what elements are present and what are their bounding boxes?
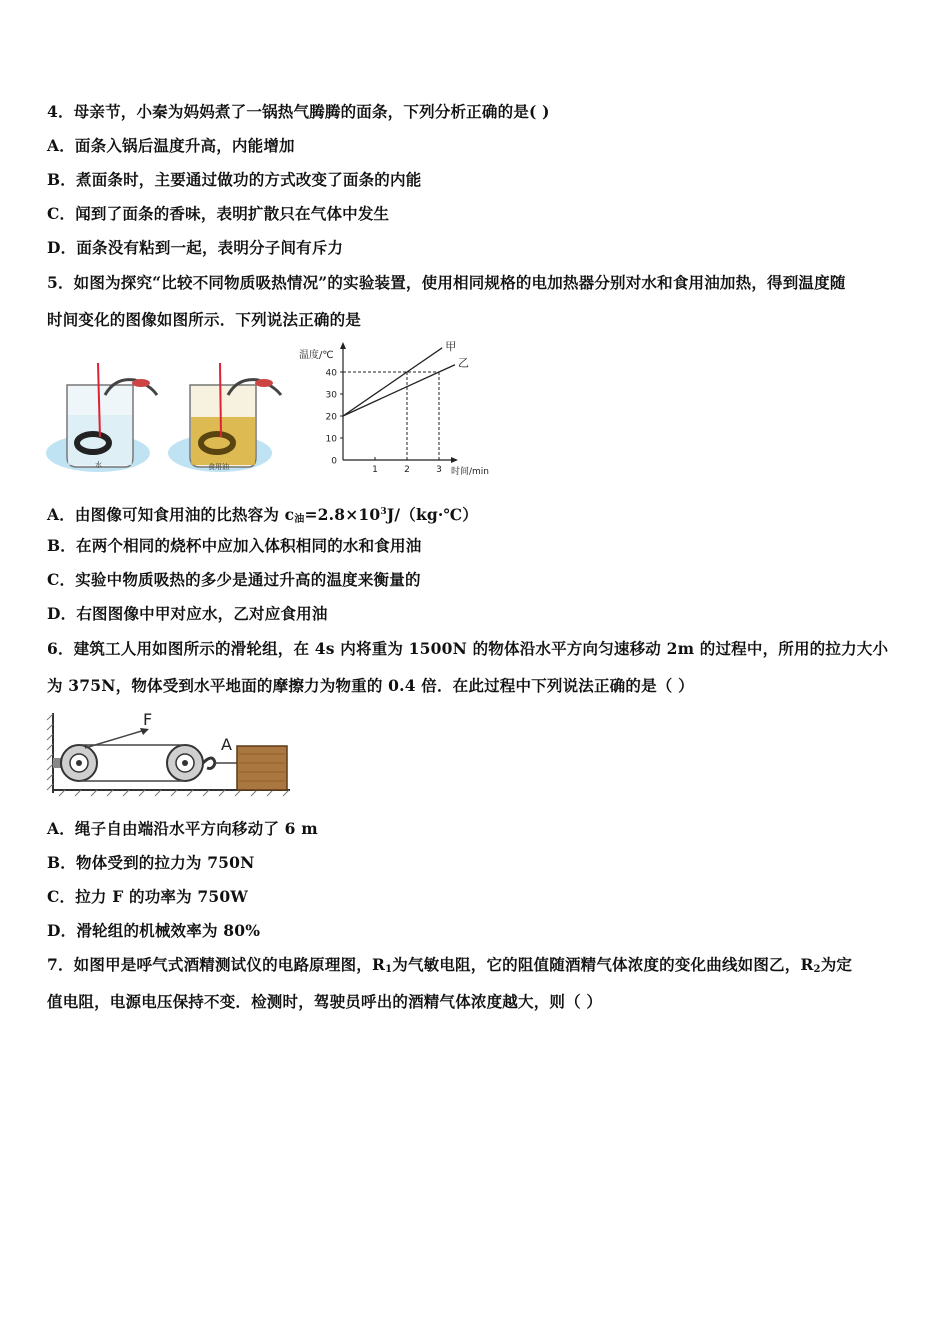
q6-option-d: D．滑轮组的机械效率为 80% <box>47 921 261 940</box>
temperature-chart <box>295 340 505 482</box>
y-tick-label: 20 <box>325 412 337 423</box>
q6-stem-line2: 为 375N，物体受到水平地面的摩擦力为物重的 0.4 倍．在此过程中下列说法正确的是（ ） <box>47 676 694 695</box>
beaker-label-oil: 食用油 <box>208 463 229 471</box>
q5-option-c: C．实验中物质吸热的多少是通过升高的温度来衡量的 <box>47 570 421 589</box>
x-axis-label: 时间/min <box>451 467 490 477</box>
q6-option-c: C．拉力 F 的功率为 750W <box>47 887 248 906</box>
x-tick-label: 1 <box>372 465 378 475</box>
q5-stem-line2: 时间变化的图像如图所示．下列说法正确的是 <box>47 310 362 329</box>
thermometer-oil <box>220 363 221 437</box>
q4-option-d: D．面条没有粘到一起，表明分子间有斥力 <box>47 238 344 257</box>
beaker-label-water: 水 <box>95 461 102 469</box>
q6-option-a: A．绳子自由端沿水平方向移动了 6 m <box>47 819 318 838</box>
q5-stem-line1: 5．如图为探究“比较不同物质吸热情况”的实验装置，使用相同规格的电加热器分别对水和食用油加热，得到温度随 <box>47 273 846 292</box>
pulley-figure <box>45 708 295 803</box>
beaker-figure <box>45 355 295 480</box>
q6-option-b: B．物体受到的拉力为 750N <box>47 853 255 872</box>
y-tick-label: 40 <box>325 368 337 379</box>
x-tick-label: 3 <box>436 465 442 475</box>
y-axis-label: 温度/℃ <box>299 350 334 361</box>
q4-option-a: A．面条入锅后温度升高，内能增加 <box>47 136 295 155</box>
q5-option-d: D．右图图像中甲对应水，乙对应食用油 <box>47 604 328 623</box>
force-label: F <box>143 710 153 729</box>
series-label-0: 甲 <box>445 340 457 353</box>
x-tick-label: 2 <box>404 465 410 475</box>
q5-option-b: B．在两个相同的烧杯中应加入体积相同的水和食用油 <box>47 536 422 555</box>
q4-option-c: C．闻到了面条的香味，表明扩散只在气体中发生 <box>47 204 390 223</box>
q7-stem-line2: 值电阻，电源电压保持不变．检测时，驾驶员呼出的酒精气体浓度越大，则（ ） <box>47 992 603 1011</box>
y-axis-arrow <box>340 342 346 349</box>
wooden-box <box>237 746 287 790</box>
point-a-label: A <box>221 735 232 754</box>
q4-option-b: B．煮面条时，主要通过做功的方式改变了面条的内能 <box>47 170 422 189</box>
x-axis-arrow <box>451 457 458 463</box>
q5-option-a: A．由图像可知食用油的比热容为 $c_油=2.8\times 10^3J/(kg\cdot℃)$ <box>47 505 479 525</box>
series-label-1: 乙 <box>458 356 469 370</box>
y-tick-label: 10 <box>325 434 337 445</box>
q6-stem-line1: 6．建筑工人用如图所示的滑轮组，在 4s 内将重为 1500N 的物体沿水平方向匀速移动 2m 的过程中，所用的拉力大小 <box>47 639 889 658</box>
y-tick-label: 0 <box>331 456 337 467</box>
q7-stem-line1: 7．如图甲是呼气式酒精测试仪的电路原理图，$R_1$为气敏电阻，它的阻值随酒精气体浓度的变化曲线如图乙，$R_2$为定 <box>47 955 853 975</box>
q4-stem: 4．母亲节，小秦为妈妈煮了一锅热气腾腾的面条，下列分析正确的是( ) <box>47 102 550 121</box>
y-tick-label: 30 <box>325 390 337 401</box>
series-line-0 <box>343 348 442 416</box>
